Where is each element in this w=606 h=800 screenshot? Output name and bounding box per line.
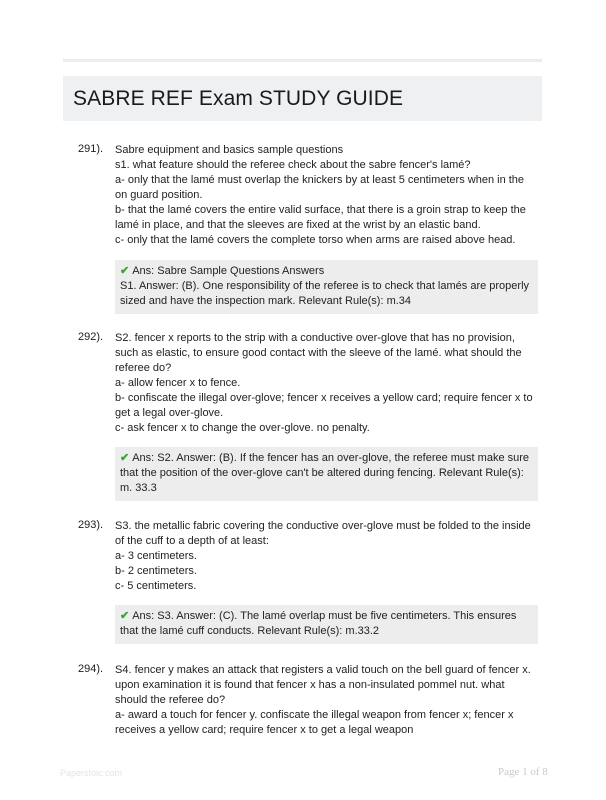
question-body: [115, 143, 538, 314]
question-option: a- allow fencer x to fence.: [115, 377, 241, 389]
question-option: b- confiscate the illegal over-glove; fencer x receives a yellow card; require fencer x to get a legal over-glove.: [115, 392, 533, 419]
checkmark-icon: ✔: [120, 265, 130, 277]
question-option: c- ask fencer x to change the over-glove. no penalty.: [115, 422, 370, 434]
footer-watermark: Paperstoic.com: [60, 768, 123, 778]
checkmark-icon: ✔: [120, 452, 130, 464]
answer-box: [115, 447, 538, 501]
question-option: a- award a touch for fencer y. confiscate the illegal weapon from fencer x; fencer x receives a yellow card; require fencer x to get a legal weapon: [115, 709, 514, 736]
question-line: S4. fencer y makes an attack that registers a valid touch on the bell guard of fencer x. upon examination it is found that fencer x has a non-insulated pommel nut. what should the referee do?: [115, 664, 531, 706]
answer-title: Ans: Sabre Sample Questions Answers: [132, 265, 325, 277]
question-number: 293).: [78, 519, 104, 531]
title-banner: [63, 76, 542, 121]
answer-title: Ans: S3. Answer: (C). The lamé overlap must be five centimeters. This ensures that the lamé cuff conducts. Relevant Rule(s): m.33.2: [120, 610, 517, 637]
question-option: a- 3 centimeters.: [115, 550, 197, 562]
question-option: c- 5 centimeters.: [115, 580, 197, 592]
question-line: S2. fencer x reports to the strip with a conductive over-glove that has no provision, such as elastic, to ensure good contact with the sleeve of the lamé. what should the referee do?: [115, 332, 522, 374]
question-line: S3. the metallic fabric covering the conductive over-glove must be folded to the inside of the cuff to a depth of at least:: [115, 520, 531, 547]
checkmark-icon: ✔: [120, 610, 130, 622]
page-indicator: Page 1 of 8: [498, 766, 548, 778]
question-line: Sabre equipment and basics sample questions: [115, 144, 344, 156]
question-option: b- that the lamé covers the entire valid surface, that there is a groin strap to keep the lamé in place, and that the sleeves are fixed at the wrist by an elastic band.: [115, 204, 526, 231]
question-line: s1. what feature should the referee check about the sabre fencer's lamé?: [115, 159, 471, 171]
question-body: [115, 519, 538, 644]
question-number: 291).: [78, 143, 104, 155]
top-divider: [63, 59, 542, 62]
answer-box: [115, 260, 538, 314]
question-option: a- only that the lamé must overlap the knickers by at least 5 centimeters when in the on guard position.: [115, 174, 525, 201]
answer-title: Ans: S2. Answer: (B). If the fencer has an over-glove, the referee must make sure that the position of the over-glove can't be altered during fencing. Relevant Rule(s): m. 33.3: [120, 452, 530, 494]
page-title: SABRE REF Exam STUDY GUIDE: [73, 86, 404, 110]
answer-box: [115, 605, 538, 644]
question-number: 292).: [78, 331, 104, 343]
question-option: b- 2 centimeters.: [115, 565, 197, 577]
answer-text: S1. Answer: (B). One responsibility of the referee is to check that lamés are properly sized and have the inspection mark. Relevant Rule(s): m.34: [120, 280, 530, 307]
question-body: [115, 663, 538, 738]
question-option: c- only that the lamé covers the complete torso when arms are raised above head.: [115, 234, 516, 246]
question-number: 294).: [78, 663, 104, 675]
question-body: [115, 331, 538, 501]
